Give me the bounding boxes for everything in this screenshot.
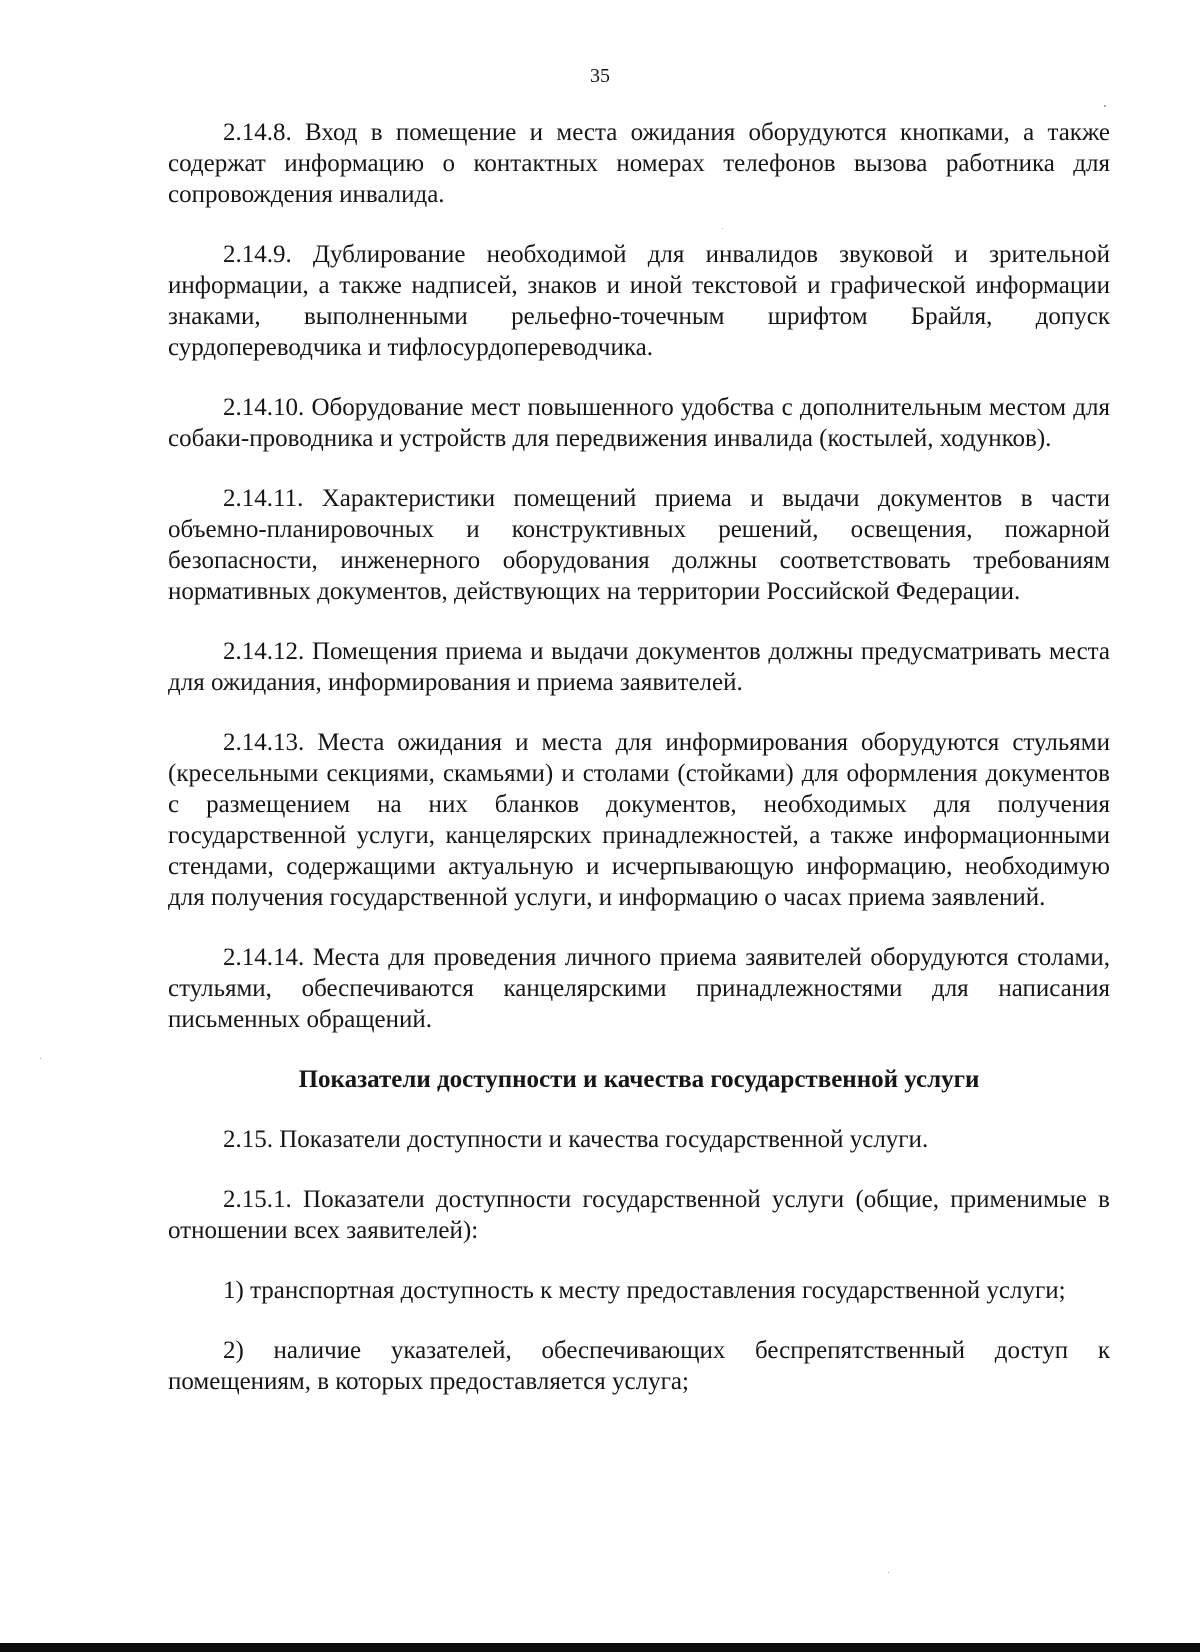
list-item-2: 2) наличие указателей, обеспечивающих беспрепятственный доступ к помещениям, в которых предоставляется услуга;	[168, 1337, 1110, 1395]
paragraph-2-15-1: 2.15.1. Показатели доступности государственной услуги (общие, применимые в отношении всех заявителей):	[168, 1186, 1110, 1244]
scan-edge-bar	[0, 1643, 1200, 1652]
paragraph-2-15: 2.15. Показатели доступности и качества государственной услуги.	[223, 1126, 929, 1153]
scan-speck	[722, 228, 723, 229]
section-heading: Показатели доступности и качества государственной услуги	[298, 1066, 980, 1093]
paragraph-2-14-12: 2.14.12. Помещения приема и выдачи документов должны предусматривать места для ожидания, информирования и приема заявителей.	[168, 638, 1110, 696]
paragraph-2-14-9: 2.14.9. Дублирование необходимой для инвалидов звуковой и зрительной информации, а также надписей, знаков и иной текстовой и графической информации знаками, выполненными рельефно-точечным шрифтом Брайля, допуск сурдопереводчика и тифлосурдопереводчика.	[168, 241, 1110, 361]
paragraph-2-14-8: 2.14.8. Вход в помещение и места ожидания оборудуются кнопками, а также содержат информацию о контактных номерах телефонов вызова работника для сопровождения инвалида.	[168, 119, 1110, 208]
scan-speck	[40, 1058, 41, 1059]
paragraph-2-14-13: 2.14.13. Места ожидания и места для информирования оборудуются стульями (кресельными секциями, скамьями) и столами (стойками) для оформления документов с размещением на них бланков документов, необходимых для получения государственной услуги, канцелярских принадлежностей, а также информационными стендами, содержащими актуальную и исчерпывающую информацию, необходимую для получения государственной услуги, и информацию о часах приема заявлений.	[168, 729, 1110, 911]
page-number: 35	[590, 65, 610, 87]
scan-speck	[888, 1572, 889, 1573]
document-body	[168, 117, 1110, 1426]
paragraph-2-14-10: 2.14.10. Оборудование мест повышенного удобства с дополнительным местом для собаки-проводника и устройств для передвижения инвалида (костылей, ходунков).	[168, 394, 1110, 452]
paragraph-2-14-11: 2.14.11. Характеристики помещений приема и выдачи документов в части объемно-планировочных и конструктивных решений, освещения, пожарной безопасности, инженерного оборудования должны соответствовать требованиям нормативных документов, действующих на территории Российской Федерации.	[168, 485, 1110, 605]
scan-speck	[1104, 105, 1106, 107]
paragraph-2-14-14: 2.14.14. Места для проведения личного приема заявителей оборудуются столами, стульями, обеспечиваются канцелярскими принадлежностями для написания письменных обращений.	[168, 944, 1110, 1033]
list-item-1: 1) транспортная доступность к месту предоставления государственной услуги;	[223, 1277, 1066, 1304]
